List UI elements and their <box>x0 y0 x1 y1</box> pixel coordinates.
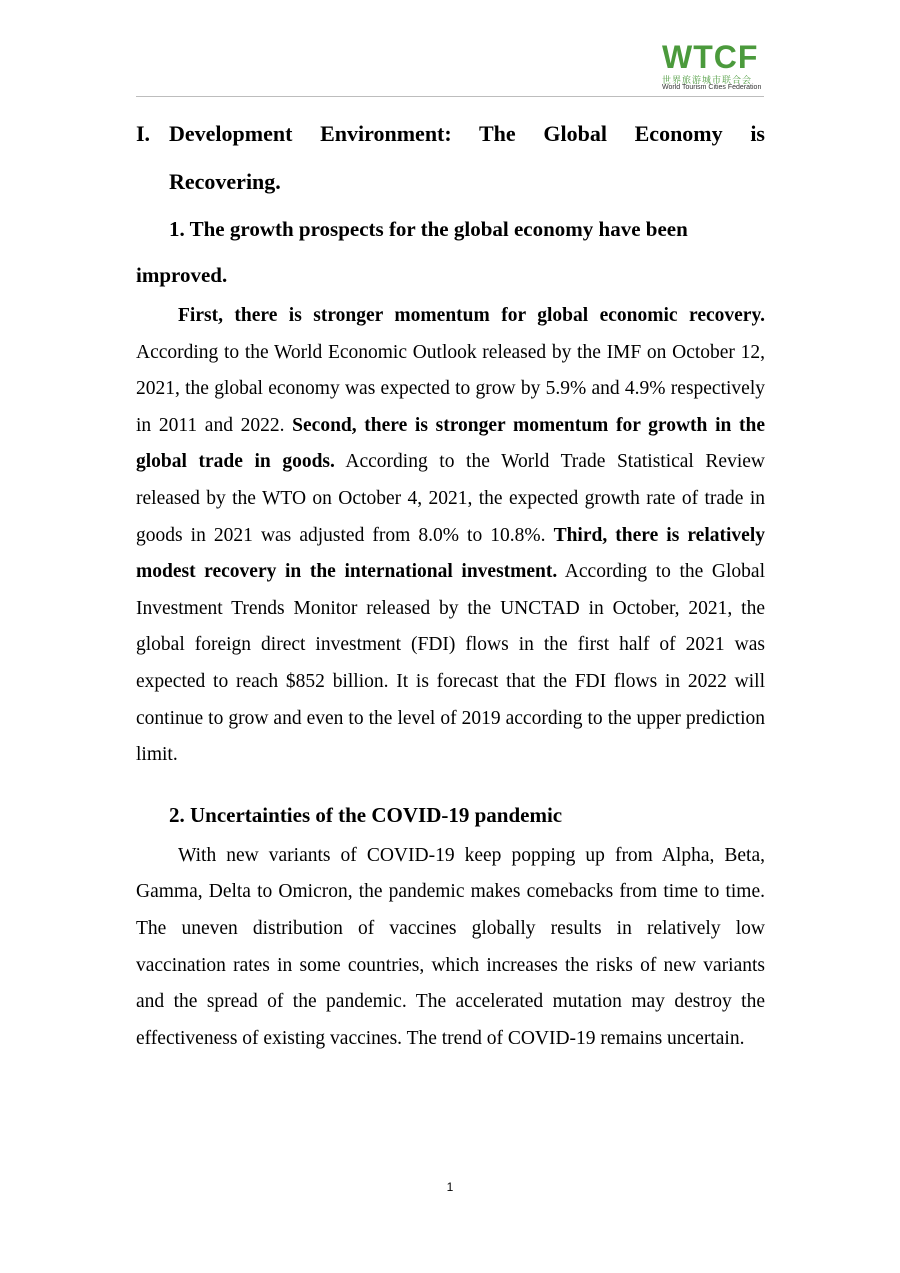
subsection-number: 1. <box>169 217 185 241</box>
document-body <box>136 110 765 1057</box>
paragraph-covid <box>136 838 765 1058</box>
logo-chinese-name: 世界旅游城市联合会 <box>662 76 753 86</box>
subsection-title: Uncertainties of the COVID-19 pandemic <box>190 802 563 827</box>
logo-mark-text: WTCF <box>662 39 759 75</box>
text-covid: With new variants of COVID-19 keep popping up from Alpha, Beta, Gamma, Delta to Omicron, the pandemic makes comebacks from time to time. The uneven distribution of vaccines globally results in relatively low vaccination rates in some countries, which increases the risks of new variants and the spread of the pandemic. The accelerated mutation may destroy the effectiveness of existing vaccines. The trend of COVID-19 remains uncertain. <box>136 844 765 1049</box>
text-1: According to the World Economic Outlook released by the IMF on October 12, 2021, the global economy was expected to grow by 5.9% and 4.9% respectively in 2011 and 2022. <box>136 341 765 436</box>
bold-lead-1: First, there is stronger momentum for global economic recovery. <box>178 305 765 326</box>
page-number: 1 <box>446 1180 454 1194</box>
bold-lead-3: Third, there is relatively modest recovery in the international investment. <box>136 524 765 583</box>
text-3: According to the Global Investment Trends Monitor released by the UNCTAD in October, 2021, the global foreign direct investment (FDI) flows in the first half of 2021 was expected to reach $852 billion. It is forecast that the FDI flows in 2022 will continue to grow and even to the level of 2019 according to the upper prediction limit. <box>136 561 766 766</box>
subsection-heading-1 <box>136 206 765 298</box>
section-number: I. <box>136 121 151 146</box>
subsection-number: 2. <box>169 802 185 827</box>
subsection-title-line-2: improved. <box>136 263 228 287</box>
subsection-heading-2 <box>136 792 765 838</box>
wtcf-logo <box>652 40 772 92</box>
logo-mark <box>662 40 758 74</box>
logo-english-name: World Tourism Cities Federation <box>662 84 762 91</box>
section-title-line-1: Development Environment: The Global Economy is <box>169 121 765 146</box>
subsection-title-line-1: The growth prospects for the global economy have been <box>189 217 688 241</box>
section-title-line-2: Recovering. <box>169 169 281 194</box>
paragraph-economy <box>136 298 765 774</box>
text-2: According to the World Trade Statistical Review released by the WTO on October 4, 2021, the expected growth rate of trade in goods in 2021 was adjusted from 8.0% to 10.8%. <box>136 451 765 546</box>
section-heading-1 <box>136 110 765 206</box>
bold-lead-2: Second, there is stronger momentum for growth in the global trade in goods. <box>136 414 765 473</box>
header-divider <box>136 96 764 97</box>
